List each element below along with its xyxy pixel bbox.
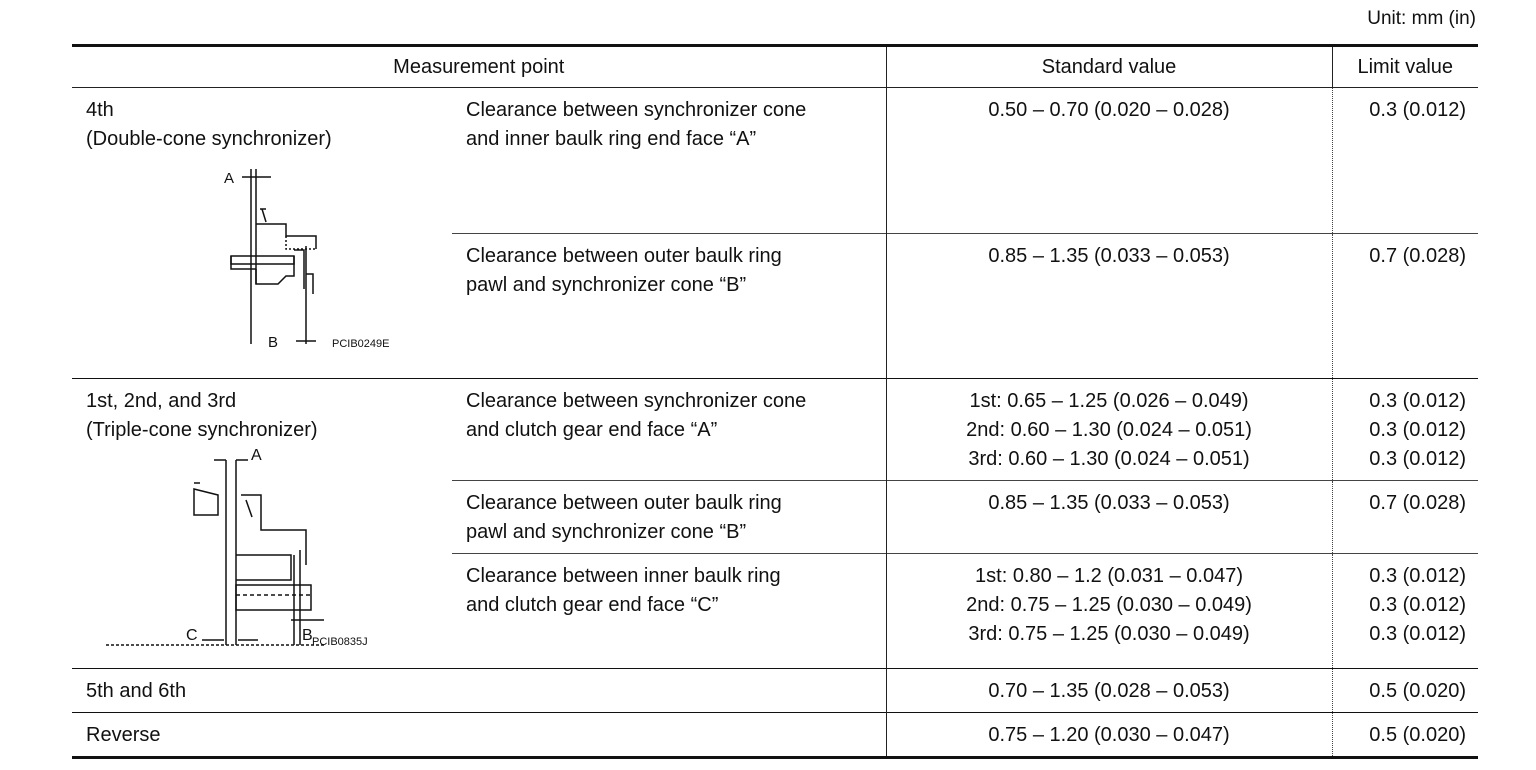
double-cone-synchronizer-diagram — [186, 154, 406, 354]
standard-line: 1st: 0.65 – 1.25 (0.026 – 0.049) — [969, 390, 1249, 412]
standard-line: 0.85 – 1.35 (0.033 – 0.053) — [988, 492, 1230, 514]
desc-line: and clutch gear end face “A” — [466, 419, 718, 441]
standard-value — [886, 233, 1332, 379]
desc-line: pawl and synchronizer cone “B” — [466, 521, 747, 543]
standard-line: 3rd: 0.60 – 1.30 (0.024 – 0.051) — [968, 448, 1250, 470]
standard-line: 2nd: 0.75 – 1.25 (0.030 – 0.049) — [966, 594, 1252, 616]
standard-value — [886, 88, 1332, 234]
table-row — [72, 379, 1478, 481]
limit-line: 0.7 (0.028) — [1369, 492, 1467, 514]
measurement-desc — [452, 233, 886, 379]
limit-line: 0.3 (0.012) — [1369, 99, 1467, 121]
header-limit-value: Limit value — [1332, 46, 1478, 88]
standard-line: 2nd: 0.60 – 1.30 (0.024 – 0.051) — [966, 419, 1252, 441]
standard-line: 0.50 – 0.70 (0.020 – 0.028) — [988, 99, 1230, 121]
standard-line: 3rd: 0.75 – 1.25 (0.030 – 0.049) — [968, 623, 1250, 645]
group-title: 1st, 2nd, and 3rd — [86, 390, 237, 412]
figure-code: PCIB0249E — [332, 338, 390, 350]
measurement-desc — [452, 481, 886, 554]
group-subtitle: (Double-cone synchronizer) — [86, 128, 332, 150]
limit-line: 0.3 (0.012) — [1369, 390, 1467, 412]
group-subtitle: (Triple-cone synchronizer) — [86, 419, 318, 441]
figure-label-b: B — [268, 334, 279, 351]
standard-value: 0.75 – 1.20 (0.030 – 0.047) — [886, 713, 1332, 758]
measurement-desc — [452, 379, 886, 481]
desc-line: Clearance between synchronizer cone — [466, 99, 807, 121]
desc-line: and clutch gear end face “C” — [466, 594, 719, 616]
limit-line: 0.3 (0.012) — [1369, 565, 1467, 587]
limit-value — [1332, 481, 1478, 554]
measurement-desc — [452, 554, 886, 669]
table-row — [72, 88, 1478, 234]
standard-value: 0.70 – 1.35 (0.028 – 0.053) — [886, 669, 1332, 713]
table-row — [72, 669, 1478, 713]
standard-line: 0.85 – 1.35 (0.033 – 0.053) — [988, 244, 1230, 267]
group-title: Reverse — [72, 713, 886, 758]
synchronizer-clearance-table — [72, 44, 1478, 759]
standard-value — [886, 554, 1332, 669]
limit-line: 0.3 (0.012) — [1369, 419, 1467, 441]
measurement-desc — [452, 88, 886, 234]
limit-value — [1332, 379, 1478, 481]
group-123-cell — [72, 379, 452, 669]
desc-line: Clearance between synchronizer cone — [466, 390, 807, 412]
limit-line: 0.3 (0.012) — [1369, 448, 1467, 470]
desc-line: pawl and synchronizer cone “B” — [466, 273, 747, 296]
header-row — [72, 46, 1478, 88]
group-title: 5th and 6th — [72, 669, 886, 713]
header-measurement-point: Measurement point — [72, 46, 886, 88]
limit-line: 0.3 (0.012) — [1369, 594, 1467, 616]
desc-line: Clearance between outer baulk ring — [466, 492, 782, 514]
unit-label: Unit: mm (in) — [1367, 8, 1476, 29]
triple-cone-synchronizer-diagram — [106, 445, 368, 650]
limit-value: 0.5 (0.020) — [1332, 669, 1478, 713]
group-4th-cell — [72, 88, 452, 379]
desc-line: Clearance between inner baulk ring — [466, 565, 781, 587]
figure-label-c: C — [186, 627, 198, 644]
limit-value — [1332, 233, 1478, 379]
table-row — [72, 713, 1478, 758]
limit-value — [1332, 554, 1478, 669]
figure-label-a: A — [251, 447, 262, 464]
figure-label-a: A — [224, 170, 235, 187]
limit-value — [1332, 88, 1478, 234]
limit-value: 0.5 (0.020) — [1332, 713, 1478, 758]
group-title: 4th — [86, 99, 114, 121]
limit-line: 0.3 (0.012) — [1369, 623, 1467, 645]
standard-value — [886, 481, 1332, 554]
standard-line: 1st: 0.80 – 1.2 (0.031 – 0.047) — [975, 565, 1243, 587]
standard-value — [886, 379, 1332, 481]
limit-line: 0.7 (0.028) — [1369, 244, 1467, 267]
desc-line: and inner baulk ring end face “A” — [466, 128, 757, 150]
header-standard-value: Standard value — [886, 46, 1332, 88]
figure-code: PCIB0835J — [312, 636, 368, 648]
desc-line: Clearance between outer baulk ring — [466, 244, 782, 267]
figure-label-b: B — [302, 627, 313, 644]
